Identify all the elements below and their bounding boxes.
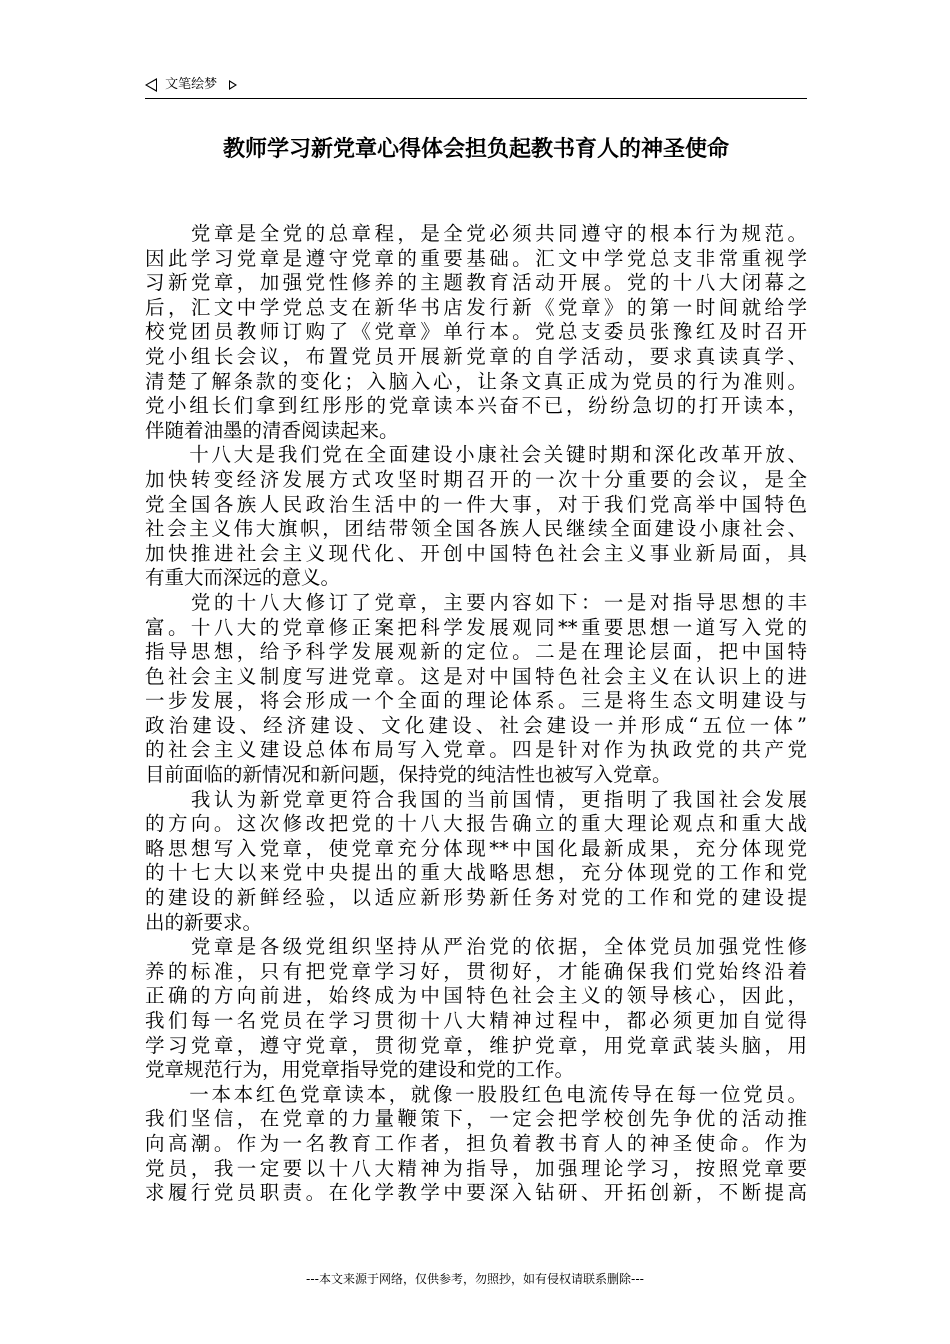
paragraph-line: 加快转变经济发展方式攻坚时期召开的一次十分重要的会议，是全	[145, 467, 807, 491]
document-title: 教师学习新党章心得体会担负起教书育人的神圣使命	[222, 137, 729, 162]
paragraph-line: 有重大而深远的意义。	[145, 566, 341, 590]
paragraph-line: 社会主义伟大旗帜，团结带领全国各族人民继续全面建设小康社会、	[145, 517, 807, 541]
paragraph-line: 出的新要求。	[145, 910, 263, 934]
paragraph-line: 我们坚信，在党章的力量鞭策下，一定会把学校创先争优的活动推	[145, 1107, 807, 1131]
document-body	[145, 222, 807, 1206]
paragraph	[145, 591, 807, 788]
paragraph-line: 十八大是我们党在全面建设小康社会关键时期和深化改革开放、	[145, 443, 807, 467]
document-header	[145, 74, 807, 96]
paragraph-line: 党章是全党的总章程，是全党必须共同遵守的根本行为规范。	[145, 222, 807, 245]
paragraph	[145, 222, 807, 443]
paragraph-line: 我认为新党章更符合我国的当前国情，更指明了我国社会发展	[145, 787, 807, 811]
paragraph-line: 校党团员教师订购了《党章》单行本。党总支委员张豫红及时召开	[145, 320, 807, 344]
paragraph	[145, 443, 807, 591]
paragraph	[145, 788, 807, 936]
paragraph-line: 色社会主义制度写进党章。这是对中国特色社会主义在认识上的进	[145, 664, 807, 688]
triangle-right-icon	[229, 80, 237, 90]
header-brand: 文笔绘梦	[165, 77, 218, 92]
paragraph-line: 正确的方向前进，始终成为中国特色社会主义的领导核心，因此，	[145, 984, 807, 1008]
paragraph-line: 一本本红色党章读本，就像一股股红色电流传导在每一位党员。	[145, 1082, 807, 1106]
paragraph-line: 伴随着油墨的清香阅读起来。	[145, 418, 399, 442]
paragraph	[145, 1083, 807, 1206]
paragraph-line: 学习党章，遵守党章，贯彻党章，维护党章，用党章武装头脑，用	[145, 1033, 807, 1057]
paragraph-line: 的方向。这次修改把党的十八大报告确立的重大理论观点和重大战	[145, 812, 807, 836]
paragraph-line: 习新党章，加强党性修养的主题教育活动开展。党的十八大闭幕之	[145, 271, 807, 295]
paragraph-line: 党全国各族人民政治生活中的一件大事，对于我们党高举中国特色	[145, 492, 807, 516]
paragraph-line: 目前面临的新情况和新问题，保持党的纯洁性也被写入党章。	[145, 763, 672, 787]
paragraph-line: 党小组长会议，布置党员开展新党章的自学活动，要求真读真学、	[145, 344, 807, 368]
document-footer: ---本文来源于网络，仅供参考，勿照抄，如有侵权请联系删除---	[306, 1272, 644, 1286]
paragraph-line: 党的十八大修订了党章，主要内容如下：一是对指导思想的丰	[145, 590, 807, 614]
paragraph-line: 指导思想，给予科学发展观新的定位。二是在理论层面，把中国特	[145, 640, 807, 664]
triangle-left-icon	[145, 78, 157, 92]
paragraph-line: 的十七大以来党中央提出的重大战略思想，充分体现党的工作和党	[145, 861, 807, 885]
paragraph-line: 我们每一名党员在学习贯彻十八大精神过程中，都必须更加自觉得	[145, 1009, 807, 1032]
paragraph-line: 富。十八大的党章修正案把科学发展观同**重要思想一道写入党的	[145, 615, 807, 639]
paragraph-line: 的社会主义建设总体布局写入党章。四是针对作为执政党的共产党	[145, 738, 807, 762]
paragraph	[145, 935, 807, 1083]
paragraph-line: 求履行党员职责。在化学教学中要深入钻研、开拓创新，不断提高	[145, 1181, 807, 1205]
paragraph-line: 养的标准，只有把党章学习好，贯彻好，才能确保我们党始终沿着	[145, 959, 807, 983]
paragraph-line: 后，汇文中学党总支在新华书店发行新《党章》的第一时间就给学	[145, 295, 807, 319]
paragraph-line: 一步发展，将会形成一个全面的理论体系。三是将生态文明建设与	[145, 689, 807, 713]
paragraph-line: 党章是各级党组织坚持从严治党的依据，全体党员加强党性修	[145, 935, 807, 959]
paragraph-line: 政治建设、经济建设、文化建设、社会建设一并形成“五位一体”	[145, 713, 807, 737]
paragraph-line: 党员，我一定要以十八大精神为指导，加强理论学习，按照党章要	[145, 1156, 807, 1180]
paragraph-line: 党小组长们拿到红彤彤的党章读本兴奋不已，纷纷急切的打开读本，	[145, 394, 807, 418]
paragraph-line: 向高潮。作为一名教育工作者，担负着教书育人的神圣使命。作为	[145, 1131, 807, 1155]
paragraph-line: 的建设的新鲜经验，以适应新形势新任务对党的工作和党的建设提	[145, 886, 807, 910]
paragraph-line: 因此学习党章是遵守党章的重要基础。汇文中学党总支非常重视学	[145, 246, 807, 270]
paragraph-line: 党章规范行为，用党章指导党的建设和党的工作。	[145, 1058, 575, 1082]
paragraph-line: 略思想写入党章，使党章充分体现**中国化最新成果，充分体现党	[145, 836, 807, 860]
header-rule	[145, 98, 807, 99]
paragraph-line: 加快推进社会主义现代化、开创中国特色社会主义事业新局面，具	[145, 541, 807, 565]
paragraph-line: 清楚了解条款的变化；入脑入心，让条文真正成为党员的行为准则。	[145, 369, 807, 393]
